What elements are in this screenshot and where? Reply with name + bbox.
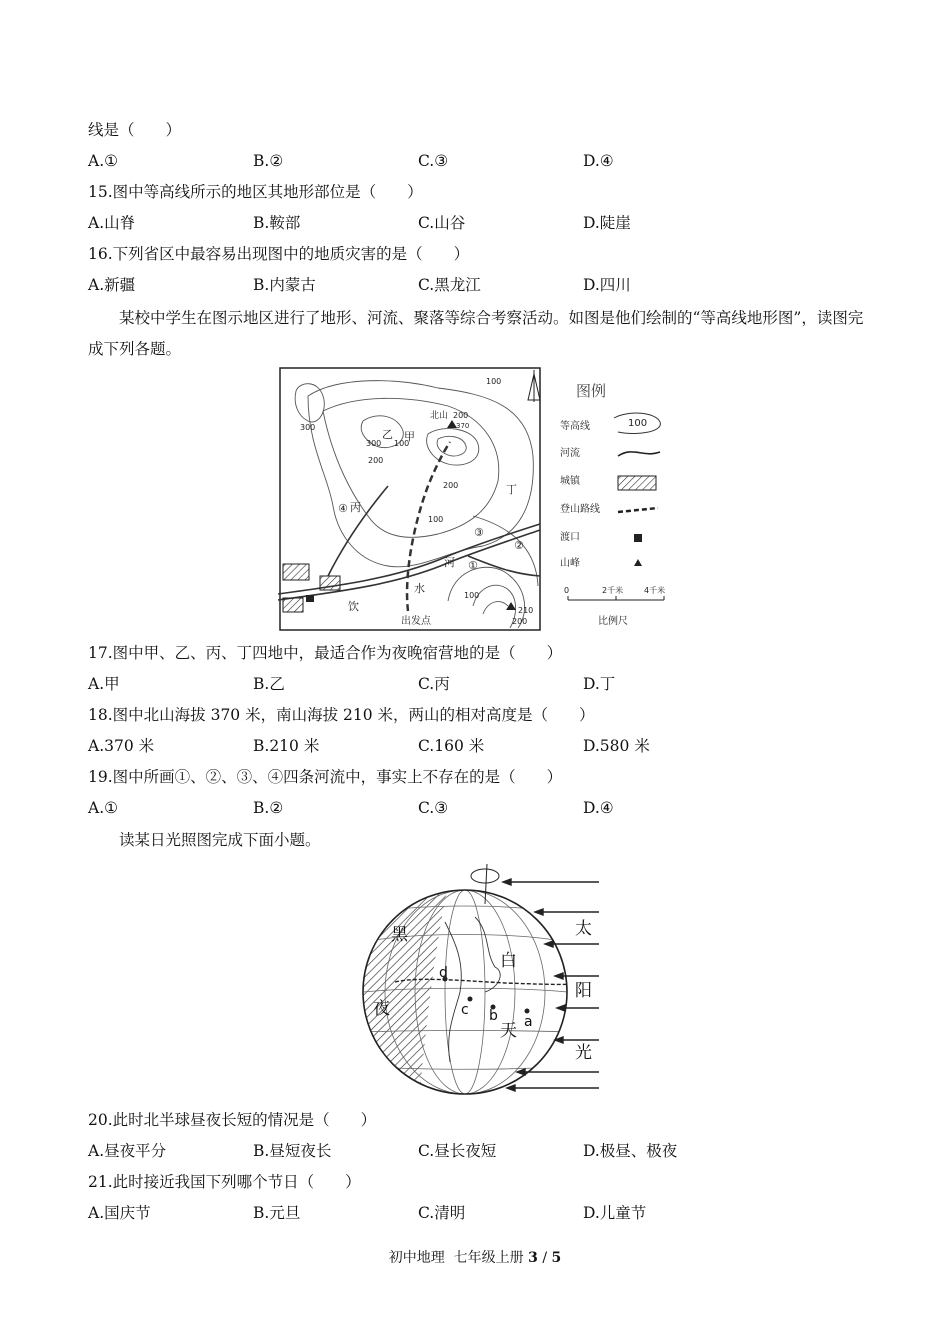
option-a[interactable]: A.370 米 (88, 737, 155, 755)
river-2: ② (514, 539, 524, 552)
scale-label: 比例尺 (598, 616, 628, 627)
scale-2km: 2千米 (602, 586, 624, 595)
q15-stem: 15.图中等高线所示的地区其地形部位是（ ） (88, 183, 423, 201)
contour-label: 100 (428, 515, 444, 524)
contour-map-figure (278, 366, 678, 634)
option-b[interactable]: B.乙 (253, 675, 285, 693)
legend-peak: 山峰 (560, 558, 580, 569)
option-c[interactable]: C.③ (418, 799, 449, 817)
river-char-he: 河 (444, 556, 455, 569)
contour-label: 200 (453, 411, 469, 420)
contour-label: 100 (486, 377, 502, 386)
option-a[interactable]: A.国庆节 (88, 1204, 151, 1222)
option-d[interactable]: D.丁 (583, 675, 616, 693)
q18-stem: 18.图中北山海拔 370 米，南山海拔 210 米，两山的相对高度是（ ） (88, 706, 595, 724)
river-1: ① (468, 559, 478, 572)
option-d[interactable]: D.580 米 (583, 737, 650, 755)
label-bai: 白 (500, 951, 517, 971)
legend-route: 登山路线 (560, 504, 600, 515)
point-c: c (461, 1002, 469, 1018)
option-b[interactable]: B.② (253, 799, 284, 817)
river-4: ④ (338, 502, 348, 515)
town-1 (283, 564, 309, 580)
point-d: d (439, 965, 448, 981)
option-c[interactable]: C.昼长夜短 (418, 1142, 497, 1160)
peak-south-alt: 210 (518, 606, 534, 615)
option-b[interactable]: B.鞍部 (253, 214, 301, 232)
legend-ferry: 渡口 (560, 532, 580, 543)
contour-label: 200 (512, 617, 528, 626)
river-3: ③ (474, 526, 484, 539)
option-a[interactable]: A.山脊 (88, 214, 136, 232)
contour-label: 300 (300, 423, 316, 432)
footer-subject: 初中地理 (388, 1250, 445, 1266)
legend-title: 图例 (576, 382, 607, 400)
label-tian: 天 (500, 1021, 517, 1041)
footer-page: 3 (528, 1250, 538, 1266)
ferry-mark (306, 595, 314, 602)
point-a: a (524, 1014, 533, 1030)
option-b[interactable]: B.210 米 (253, 737, 320, 755)
contour-label: 100 (394, 439, 410, 448)
option-d[interactable]: D.陡崖 (583, 214, 631, 232)
q20-stem: 20.此时北半球昼夜长短的情况是（ ） (88, 1111, 377, 1129)
q16-stem: 16.下列省区中最容易出现图中的地质灾害的是（ ） (88, 245, 470, 263)
option-a[interactable]: A.昼夜平分 (88, 1142, 167, 1160)
page-footer (0, 1247, 950, 1267)
place-yi: 乙 (382, 428, 393, 441)
option-c[interactable]: C.山谷 (418, 214, 466, 232)
footer-grade: 七年级上册 (453, 1250, 524, 1266)
point-a-dot (525, 1009, 530, 1014)
town-3 (283, 598, 303, 612)
legend-contour: 等高线 (560, 421, 590, 432)
legend-contour-value: 100 (628, 418, 648, 429)
place-jia: 甲 (404, 430, 415, 443)
peak-north-name: 北山 (430, 411, 449, 421)
map-frame (280, 368, 540, 630)
option-c[interactable]: C.③ (418, 152, 449, 170)
peak-north-alt: 370 (456, 422, 470, 430)
option-c[interactable]: C.160 米 (418, 737, 485, 755)
option-b[interactable]: B.② (253, 152, 284, 170)
option-d[interactable]: D.④ (583, 799, 614, 817)
label-yang: 阳 (575, 981, 592, 1001)
rotation-arrow (471, 869, 499, 883)
contour-label: 200 (443, 481, 459, 490)
river-char-yin: 饮 (348, 600, 359, 613)
option-a[interactable]: A.① (88, 152, 119, 170)
label-hei: 黑 (391, 925, 408, 945)
place-ding: 丁 (506, 483, 517, 496)
label-tai: 太 (575, 919, 592, 939)
scale-4km: 4千米 (644, 586, 666, 595)
option-a[interactable]: A.甲 (88, 675, 120, 693)
contour-label: 300 (366, 439, 382, 448)
option-a[interactable]: A.新疆 (88, 276, 136, 294)
intro-sunlight-map: 读某日光照图完成下面小题。 (119, 831, 321, 849)
q14-tail: 线是（ ） (88, 121, 182, 139)
option-d[interactable]: D.极昼、极夜 (583, 1142, 678, 1160)
label-guang: 光 (575, 1043, 592, 1063)
label-ye: 夜 (373, 999, 390, 1019)
rivers (278, 486, 540, 600)
sunlight-labels (575, 919, 592, 1063)
point-b: b (489, 1008, 498, 1024)
footer-sep: / (542, 1250, 548, 1266)
map-legend (560, 382, 665, 627)
option-c[interactable]: C.黑龙江 (418, 276, 481, 294)
legend-town: 城镇 (560, 476, 580, 487)
option-c[interactable]: C.清明 (418, 1204, 466, 1222)
option-b[interactable]: B.元旦 (253, 1204, 301, 1222)
point-labels (439, 965, 533, 1030)
q19-stem: 19.图中所画①、②、③、④四条河流中，事实上不存在的是（ ） (88, 768, 563, 786)
contour-label: 200 (368, 456, 384, 465)
town-2 (320, 576, 340, 590)
footer-total: 5 (551, 1250, 562, 1266)
point-c-dot (468, 997, 473, 1002)
contour-label: 100 (464, 591, 480, 600)
place-bing: 丙 (350, 501, 361, 514)
option-d[interactable]: D.儿童节 (583, 1204, 647, 1222)
earth-axis (485, 864, 487, 904)
legend-river: 河流 (560, 448, 580, 459)
start-point-label: 出发点 (401, 616, 431, 627)
q21-stem: 21.此时接近我国下列哪个节日（ ） (88, 1173, 361, 1191)
option-d[interactable]: D.④ (583, 152, 614, 170)
option-d[interactable]: D.四川 (583, 276, 631, 294)
scale-0: 0 (564, 586, 570, 595)
option-a[interactable]: A.① (88, 799, 119, 817)
option-c[interactable]: C.丙 (418, 675, 450, 693)
intro-contour-map: 某校中学生在图示地区进行了地形、河流、聚落等综合考察活动。如图是他们绘制的“等高线地形图”，读图完成下列各题。 (88, 309, 864, 358)
option-b[interactable]: B.内蒙古 (253, 276, 316, 294)
q17-stem: 17.图中甲、乙、丙、丁四地中，最适合作为夜晚宿营地的是（ ） (88, 644, 563, 662)
sunlight-globe-figure (335, 862, 610, 1098)
river-char-shui: 水 (414, 582, 425, 595)
option-b[interactable]: B.昼短夜长 (253, 1142, 332, 1160)
